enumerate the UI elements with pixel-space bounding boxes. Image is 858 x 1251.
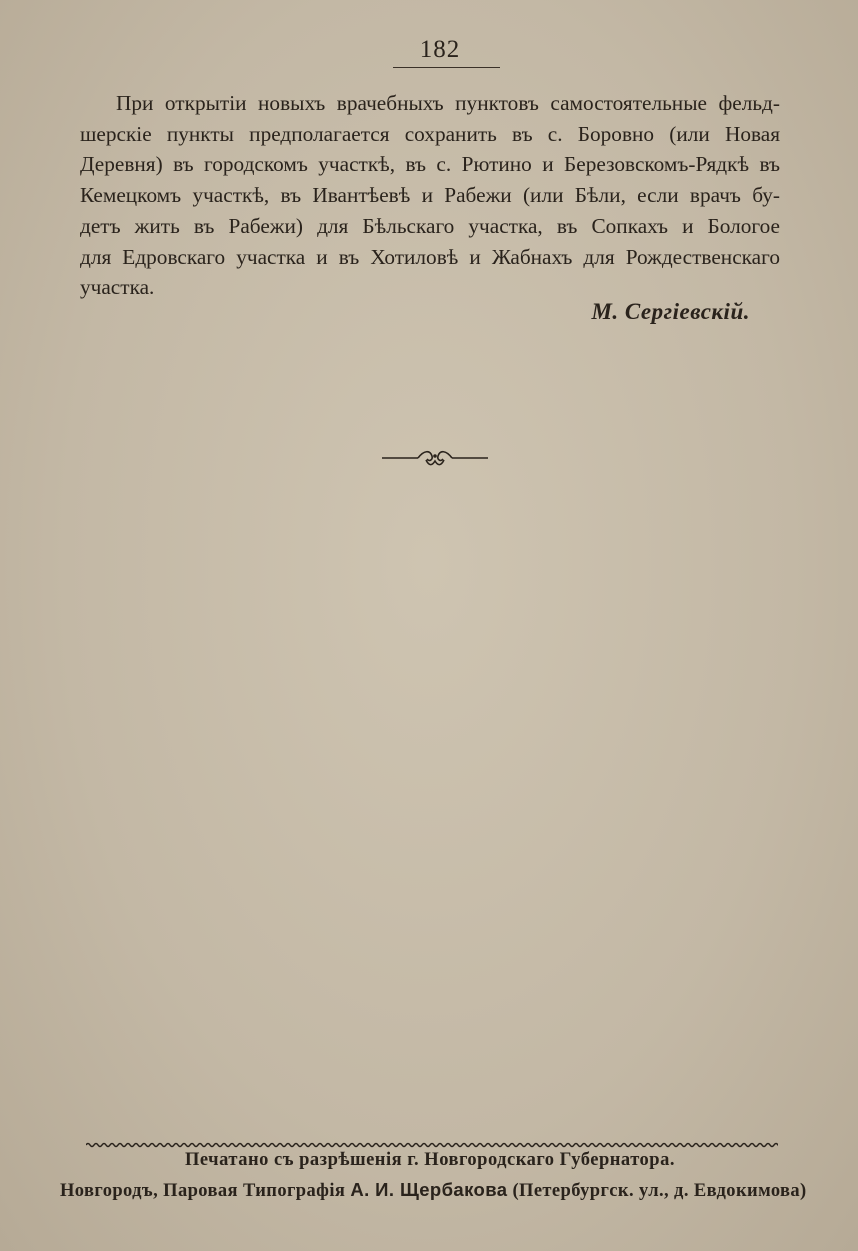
paragraph-line: При открытіи новыхъ врачебныхъ пунктовъ самостоятельные фельд-: [116, 91, 780, 115]
footer-wavy-rule: [86, 1141, 778, 1149]
paragraph-line: шерскіе пункты предполагается сохранить въ с. Боровно (или Новая: [80, 121, 780, 146]
paragraph-line: Кемецкомъ участкѣ, въ Ивантѣевѣ и Рабежи (или Бѣли, если врачъ бу-: [80, 183, 780, 208]
ornament-divider-icon: [380, 447, 490, 469]
author-signature: М. Сергіевскій.: [591, 299, 750, 324]
paragraph-line: Деревня) въ городскомъ участкѣ, въ с. Рютино и Березовскомъ-Рядкѣ въ: [80, 152, 780, 177]
paragraph-line: участка.: [80, 275, 155, 300]
footer-printer-imprint: [60, 1179, 807, 1202]
page-number: 182: [419, 36, 461, 63]
footer-censorship-note: Печатано съ разрѣшенія г. Новгородскаго Губернатора.: [185, 1150, 675, 1170]
imprint-owner: А. И. Щербакова: [350, 1179, 508, 1200]
imprint-place: Новгородъ, Паровая Типографія: [60, 1181, 351, 1201]
body-paragraph: [80, 88, 780, 303]
paragraph-line: детъ жить въ Рабежи) для Бѣльскаго участка, въ Сопкахъ и Бологое: [80, 213, 780, 238]
page-number-rule: [393, 67, 500, 68]
paragraph-line: для Едровскаго участка и въ Хотиловѣ и Жабнахъ для Рождественскаго: [80, 244, 780, 269]
imprint-address: (Петербургск. ул., д. Евдокимова): [507, 1181, 807, 1201]
